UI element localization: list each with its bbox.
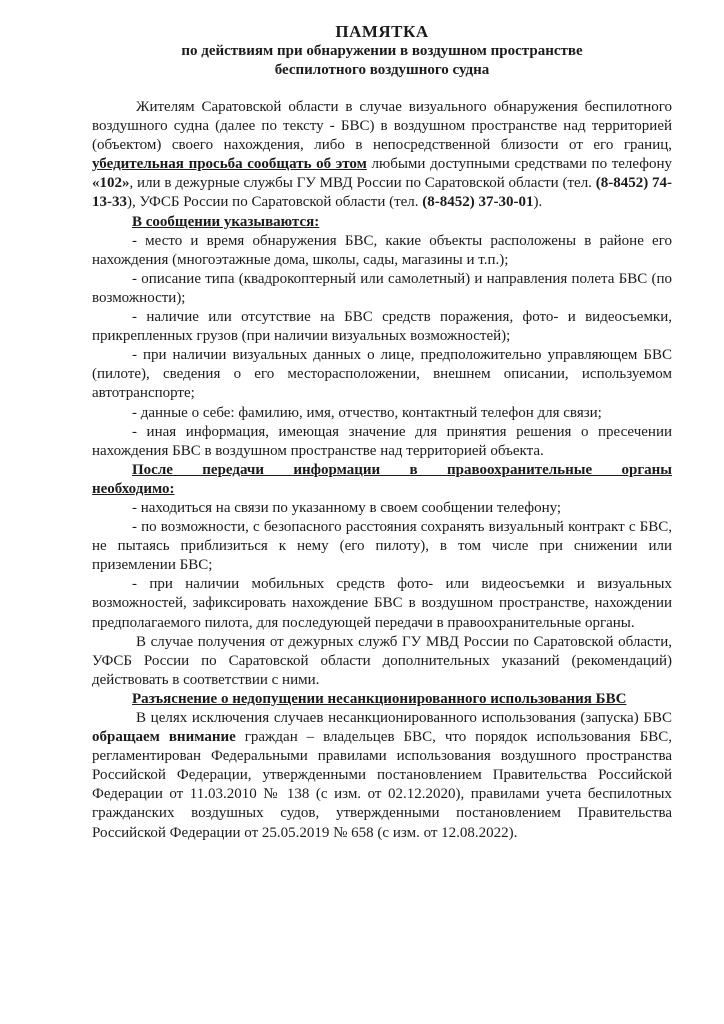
phone-102: «102» (92, 175, 130, 192)
phone-fsb: (8-8452) 37-30-01 (422, 194, 534, 211)
after-heading-continued: необходимо: (92, 480, 175, 497)
phone-mvd: (8-8452) 74-13-33 (92, 175, 672, 211)
intro-paragraph: Жителям Саратовской области в случае визуального обнаружения беспилотного воздушного судна (далее по тексту - БВС) в воздушном пространстве над территорией (объектом) своего нахождения, либо в непосредственной близости от его границ, убедительная просьба сообщать об этом любыми доступными средствами по телефону «102», или в дежурные службы ГУ МВД России по Саратовской области (тел. (8-8452) 74-13-33), УФСБ России по Саратовской области (тел. (8-8452) 37-30-01). (92, 99, 672, 211)
explanation-heading: Разъяснение о недопущении несанкционированного использования БВС (132, 690, 627, 707)
attention-emphasis: обращаем внимание (92, 729, 236, 746)
memo-body (92, 98, 672, 843)
memo-subtitle-line1: по действиям при обнаружении в воздушном пространстве (181, 43, 583, 59)
after-item: - находиться на связи по указанному в своем сообщении телефону; (132, 499, 562, 516)
after-item: - по возможности, с безопасного расстояния сохранять визуальный контракт с БВС, не пытаясь приблизиться к нему (его пилоту), в том числе при снижении или приземлении БВС; (92, 519, 672, 574)
report-heading: В сообщении указываются: (132, 213, 320, 230)
report-item: - наличие или отсутствие на БВС средств поражения, фото- и видеосъемки, прикрепленных грузов (при наличии визуальных возможностей); (92, 309, 672, 345)
after-item: - при наличии мобильных средств фото- или видеосъемки и визуальных возможностей, зафиксировать нахождение БВС в воздушном пространстве, нахождении предполагаемого пилота, для последующей передачи в правоохранительные органы. (92, 576, 672, 631)
report-item: - иная информация, имеющая значение для принятия решения о пресечении нахождения БВС в воздушном пространстве над территорией объекта. (92, 423, 672, 459)
report-item: - данные о себе: фамилию, имя, отчество, контактный телефон для связи; (132, 404, 602, 421)
report-item: - при наличии визуальных данных о лице, предположительно управляющем БВС (пилоте), сведения о его месторасположении, внешнем описании, используемом автотранспорте; (92, 347, 672, 402)
report-item: - место и время обнаружения БВС, какие объекты расположены в районе его нахождения (многоэтажные дома, школы, сады, магазины и т.п.); (92, 232, 672, 268)
explanation-paragraph: В целях исключения случаев несанкционированного использования (запуска) БВС обращаем внимание граждан – владельцев БВС, что порядок использования БВС, регламентирован Федеральными правилами использования воздушного пространства Российской Федерации, утвержденными постановлением Правительства Российской Федерации от 11.03.2010 № 138 (с изм. от 02.12.2020), правилами учета беспилотных гражданских воздушных судов, утвержденными постановлением Правительства Российской Федерации от 25.05.2019 № 658 (с изм. от 12.08.2022). (92, 710, 672, 841)
report-item: - описание типа (квадрокоптерный или самолетный) и направления полета БВС (по возможности); (92, 270, 672, 306)
after-heading: После передачи информации в правоохранительные органы (132, 461, 672, 478)
memo-subtitle-line2: беспилотного воздушного судна (274, 62, 490, 78)
closing-paragraph: В случае получения от дежурных служб ГУ МВД России по Саратовской области, УФСБ России по Саратовской области дополнительных указаний (рекомендаций) действовать в соответствии с ними. (92, 633, 672, 688)
report-request-emphasis: убедительная просьба сообщать об этом (92, 156, 367, 173)
memo-title: ПАМЯТКА (335, 22, 429, 41)
